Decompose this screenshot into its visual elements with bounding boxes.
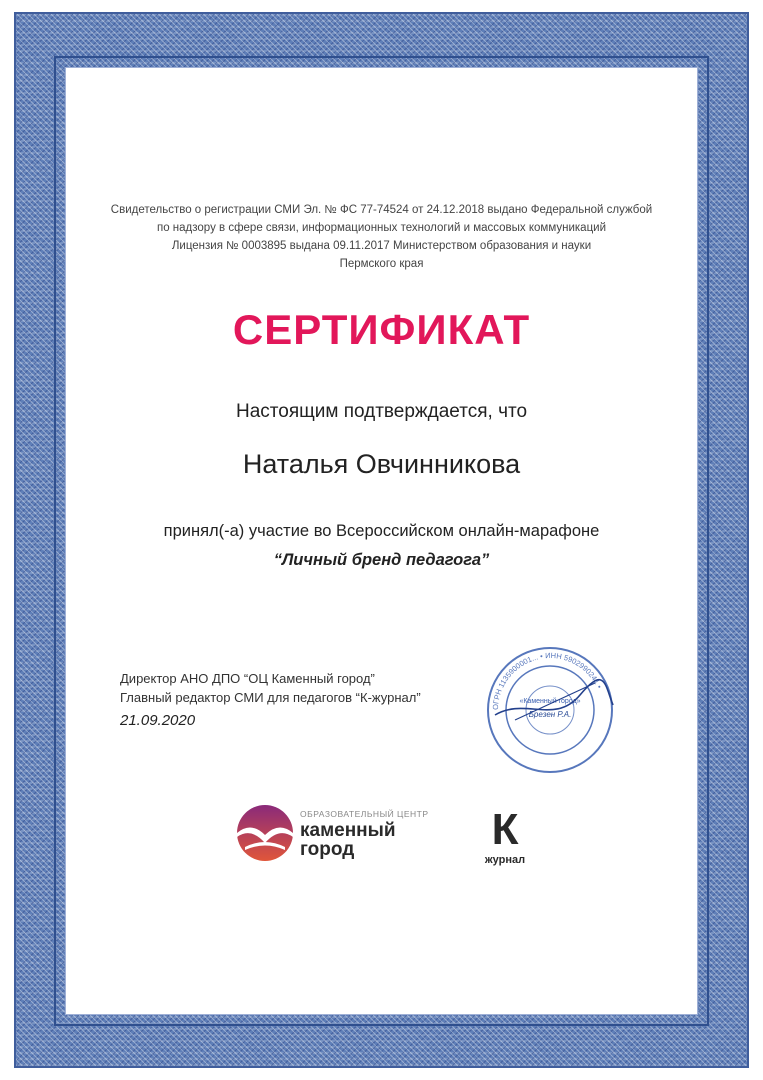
- event-name: “Личный бренд педагога”: [273, 551, 490, 569]
- recipient-name: Наталья Овчинникова: [242, 449, 521, 479]
- stamp-ring-text: ОГРН 1135900001... • ИНН 5902990241 •: [490, 650, 604, 711]
- registration-line-2: по надзору в сфере связи, информационных технологий и массовых коммуникаций: [156, 222, 607, 234]
- kamenny-gorod-line-1: каменный: [300, 820, 396, 841]
- registration-info: [0, 201, 763, 273]
- registration-line-1: Свидетельство о регистрации СМИ Эл. № ФС 77-74524 от 24.12.2018 выдано Федеральной службой: [110, 204, 653, 216]
- stamp-signature-name: Брезен Р.А.: [528, 710, 572, 719]
- stamp-center-text: «Каменный город»: [519, 698, 581, 705]
- k-journal-letter: К: [491, 805, 519, 854]
- signer-block: [120, 669, 421, 707]
- participation-text: принял(-а) участие во Всероссийском онлайн-марафоне: [163, 522, 600, 540]
- signer-position-1: Директор АНО ДПО “ОЦ Каменный город”: [120, 671, 375, 686]
- official-stamp: [485, 645, 615, 775]
- k-journal-logo: [480, 805, 530, 866]
- signer-position-2: Главный редактор СМИ для педагогов “К-журнал”: [120, 690, 421, 705]
- kamenny-gorod-line-2: город: [300, 839, 355, 860]
- license-line-2: Пермского края: [339, 258, 424, 270]
- confirmation-text: Настоящим подтверждается, что: [235, 401, 528, 422]
- issue-date: 21.09.2020: [120, 712, 196, 729]
- kamenny-gorod-name: [300, 821, 396, 859]
- certificate-title: СЕРТИФИКАТ: [232, 306, 531, 353]
- kamenny-gorod-logo: [235, 803, 429, 868]
- license-line-1: Лицензия № 0003895 выдана 09.11.2017 Министерством образования и науки: [171, 240, 592, 252]
- kamenny-gorod-caption: ОБРАЗОВАТЕЛЬНЫЙ ЦЕНТР: [300, 809, 429, 819]
- k-journal-word: журнал: [484, 854, 526, 866]
- kamenny-gorod-emblem-icon: [235, 803, 295, 863]
